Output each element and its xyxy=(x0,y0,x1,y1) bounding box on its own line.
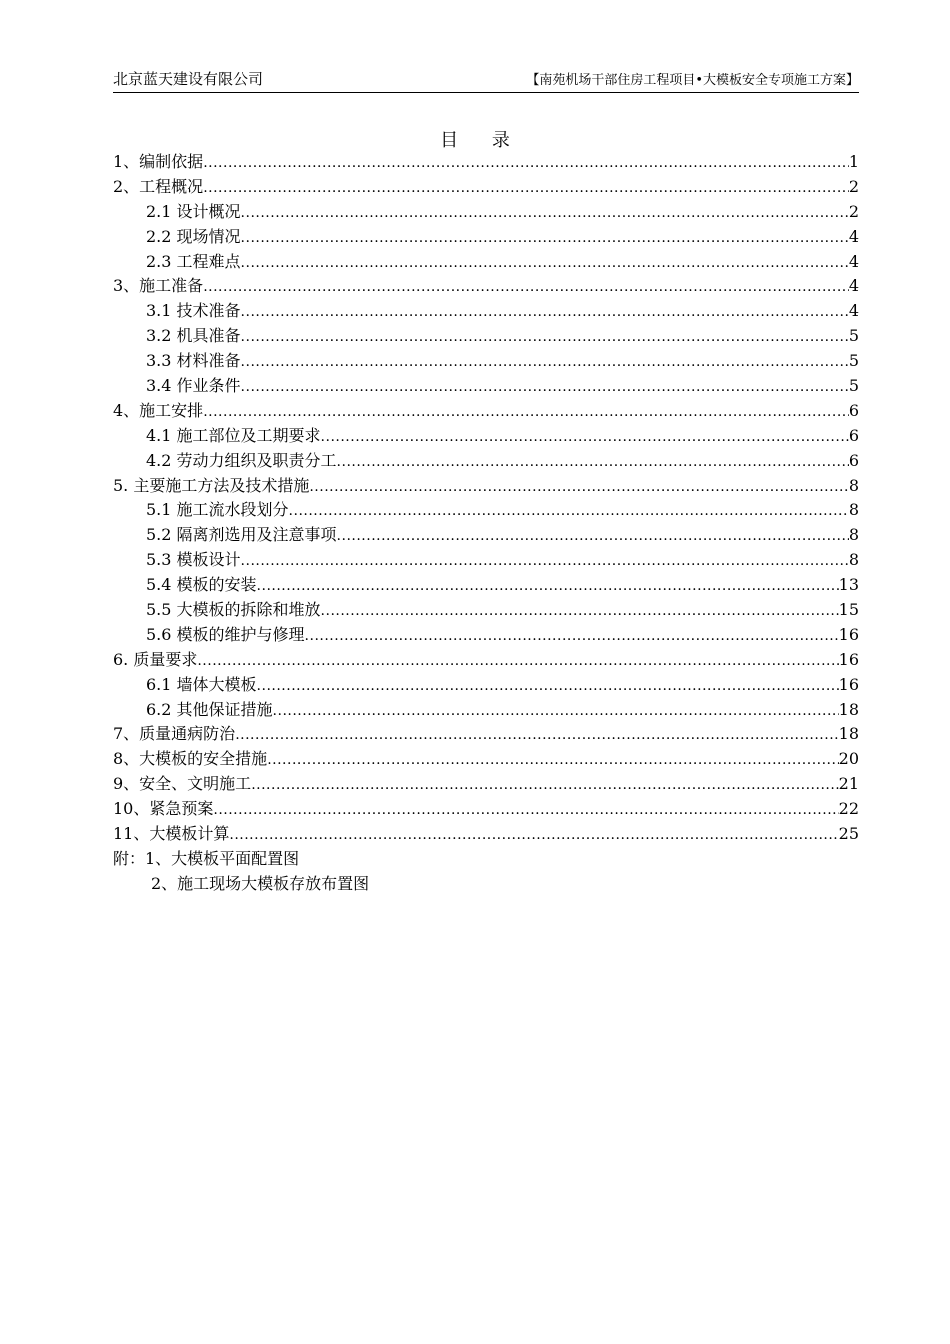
toc-dot-leader xyxy=(289,499,849,523)
toc-entry-label: 8、大模板的安全措施 xyxy=(113,749,268,769)
toc-dot-leader xyxy=(257,574,839,598)
toc-entry-label: 1、编制依据 xyxy=(113,152,204,171)
table-of-contents xyxy=(113,150,859,847)
toc-entry-label: 4.2 劳动力组织及职责分工 xyxy=(146,450,337,470)
toc-dot-leader xyxy=(203,176,849,200)
toc-entry[interactable] xyxy=(113,175,859,200)
toc-entry-page: 8 xyxy=(848,525,859,545)
toc-entry-label: 3.3 材料准备 xyxy=(146,351,241,371)
toc-entry-page: 18 xyxy=(838,724,859,744)
toc-entry[interactable] xyxy=(113,498,859,523)
toc-dot-leader xyxy=(203,151,849,175)
toc-entry[interactable] xyxy=(113,623,859,648)
toc-entry-page: 8 xyxy=(848,550,859,570)
toc-entry-label: 4.1 施工部位及工期要求 xyxy=(146,425,321,445)
toc-entry-page: 21 xyxy=(838,774,859,794)
toc-entry[interactable] xyxy=(113,797,859,822)
toc-entry-page: 4 xyxy=(848,276,859,296)
toc-entry[interactable] xyxy=(113,250,859,275)
toc-entry-label: 5. 主要施工方法及技术措施 xyxy=(113,475,310,495)
toc-title: 目 录 xyxy=(440,130,524,151)
toc-entry-page: 4 xyxy=(848,301,859,321)
toc-entry[interactable] xyxy=(113,324,859,349)
toc-entry[interactable] xyxy=(113,474,859,499)
toc-entry-page: 22 xyxy=(838,799,859,819)
toc-dot-leader xyxy=(213,798,838,822)
appendix-line-1: 附：1、大模板平面配置图 xyxy=(113,849,300,868)
toc-entry[interactable] xyxy=(113,673,859,698)
toc-entry-label: 7、质量通病防治 xyxy=(113,724,236,744)
toc-entry-page: 5 xyxy=(848,376,859,396)
toc-entry-label: 2.3 工程难点 xyxy=(146,251,241,271)
toc-dot-leader xyxy=(241,201,849,225)
toc-entry-label: 5.4 模板的安装 xyxy=(146,575,257,595)
toc-entry-page: 20 xyxy=(838,749,859,769)
toc-entry-page: 16 xyxy=(838,624,859,644)
toc-entry-page: 2 xyxy=(848,176,859,196)
toc-entry[interactable] xyxy=(113,822,859,847)
toc-entry[interactable] xyxy=(113,449,859,474)
toc-entry-label: 4、施工安排 xyxy=(113,400,204,420)
toc-entry[interactable] xyxy=(113,747,859,772)
toc-entry[interactable] xyxy=(113,548,859,573)
toc-entry[interactable] xyxy=(113,274,859,299)
toc-dot-leader xyxy=(229,823,838,847)
toc-dot-leader xyxy=(241,375,849,399)
toc-entry[interactable] xyxy=(113,698,859,723)
toc-entry-label: 6. 质量要求 xyxy=(113,649,198,669)
toc-dot-leader xyxy=(251,773,838,797)
toc-entry-label: 5.6 模板的维护与修理 xyxy=(146,624,305,644)
toc-entry-page: 18 xyxy=(838,699,859,719)
toc-entry-label: 3.1 技术准备 xyxy=(146,301,241,321)
toc-dot-leader xyxy=(203,275,849,299)
toc-entry-page: 5 xyxy=(848,326,859,346)
project-title: 【南苑机场干部住房工程项目•大模板安全专项施工方案】 xyxy=(526,73,859,88)
toc-entry[interactable] xyxy=(113,648,859,673)
toc-dot-leader xyxy=(241,350,849,374)
appendix-line-2: 2、施工现场大模板存放布置图 xyxy=(151,873,370,893)
toc-dot-leader xyxy=(235,723,838,747)
toc-entry[interactable] xyxy=(113,374,859,399)
toc-entry[interactable] xyxy=(113,772,859,797)
toc-dot-leader xyxy=(309,475,848,499)
toc-entry-label: 6.1 墙体大模板 xyxy=(146,674,257,694)
toc-entry-label: 3.4 作业条件 xyxy=(146,376,241,396)
toc-entry-label: 3、施工准备 xyxy=(113,276,204,296)
toc-entry-page: 5 xyxy=(848,351,859,371)
toc-entry[interactable] xyxy=(113,399,859,424)
toc-dot-leader xyxy=(241,300,849,324)
toc-dot-leader xyxy=(241,549,849,573)
toc-dot-leader xyxy=(321,425,849,449)
toc-dot-leader xyxy=(337,524,849,548)
toc-entry-label: 2、工程概况 xyxy=(113,176,204,196)
company-name: 北京蓝天建设有限公司 xyxy=(113,70,264,88)
toc-entry-page: 6 xyxy=(848,425,859,445)
toc-entry-page: 6 xyxy=(848,400,859,420)
toc-entry[interactable] xyxy=(113,299,859,324)
toc-dot-leader xyxy=(197,649,838,673)
toc-entry-page: 2 xyxy=(848,201,859,221)
toc-entry-page: 4 xyxy=(848,226,859,246)
toc-entry-page: 8 xyxy=(848,500,859,520)
toc-entry[interactable] xyxy=(113,573,859,598)
toc-entry-label: 5.1 施工流水段划分 xyxy=(146,500,289,520)
toc-entry-page: 15 xyxy=(838,600,859,620)
toc-entry-page: 8 xyxy=(848,475,859,495)
toc-entry-label: 9、安全、文明施工 xyxy=(113,774,252,794)
toc-entry[interactable] xyxy=(113,150,859,175)
toc-entry[interactable] xyxy=(113,523,859,548)
toc-entry[interactable] xyxy=(113,349,859,374)
page-header xyxy=(113,66,859,93)
toc-dot-leader xyxy=(241,251,849,275)
toc-entry-label: 10、紧急预案 xyxy=(113,799,214,819)
toc-entry[interactable] xyxy=(113,722,859,747)
toc-dot-leader xyxy=(267,748,838,772)
toc-entry-page: 16 xyxy=(838,649,859,669)
toc-entry-page: 4 xyxy=(848,251,859,271)
toc-entry-label: 5.2 隔离剂选用及注意事项 xyxy=(146,525,337,545)
toc-entry-label: 6.2 其他保证措施 xyxy=(146,699,273,719)
toc-dot-leader xyxy=(337,450,849,474)
appendix xyxy=(113,847,859,897)
toc-dot-leader xyxy=(273,699,839,723)
toc-dot-leader xyxy=(305,624,839,648)
toc-entry-label: 5.5 大模板的拆除和堆放 xyxy=(146,600,321,620)
toc-entry-label: 3.2 机具准备 xyxy=(146,326,241,346)
toc-entry-label: 5.3 模板设计 xyxy=(146,550,241,570)
toc-entry[interactable] xyxy=(113,424,859,449)
toc-entry[interactable] xyxy=(113,200,859,225)
toc-entry-page: 13 xyxy=(838,575,859,595)
toc-entry[interactable] xyxy=(113,598,859,623)
toc-dot-leader xyxy=(203,400,849,424)
toc-dot-leader xyxy=(241,325,849,349)
toc-entry[interactable] xyxy=(113,225,859,250)
toc-entry-page: 6 xyxy=(848,450,859,470)
toc-entry-page: 16 xyxy=(838,674,859,694)
toc-entry-label: 2.2 现场情况 xyxy=(146,226,241,246)
toc-entry-label: 11、大模板计算 xyxy=(113,824,230,844)
toc-dot-leader xyxy=(241,226,849,250)
toc-dot-leader xyxy=(321,599,839,623)
toc-dot-leader xyxy=(257,674,839,698)
toc-entry-page: 25 xyxy=(838,824,859,844)
toc-entry-page: 1 xyxy=(848,152,859,171)
toc-entry-label: 2.1 设计概况 xyxy=(146,201,241,221)
